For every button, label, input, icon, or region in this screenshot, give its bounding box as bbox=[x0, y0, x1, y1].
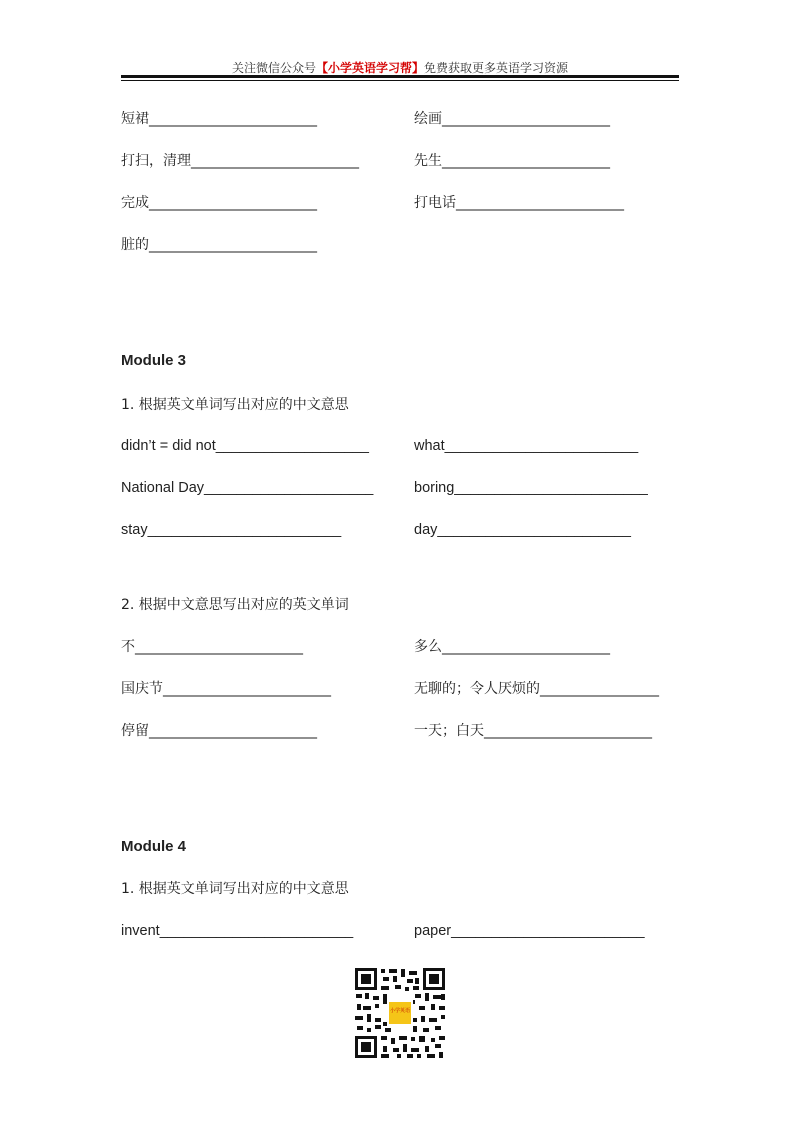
vocab-item: what________________________ bbox=[414, 438, 639, 454]
header-account-name: 【小学英语学习帮】 bbox=[315, 61, 424, 75]
vocab-item: 先生________________________ bbox=[414, 153, 610, 169]
vocab-item: invent________________________ bbox=[121, 923, 354, 939]
vocab-item: boring________________________ bbox=[414, 480, 648, 496]
header-prefix: 关注微信公众号 bbox=[231, 61, 316, 75]
vocab-item: 无聊的；令人厌烦的_________________ bbox=[414, 681, 659, 697]
vocab-item: 打扫，清理________________________ bbox=[121, 153, 359, 169]
vocab-item: day________________________ bbox=[414, 522, 631, 538]
vocab-item: stay________________________ bbox=[121, 522, 342, 538]
module-3-title: Module 3 bbox=[121, 352, 187, 369]
question-2-title: 2. 根据中文意思写出对应的英文单词 bbox=[121, 597, 349, 613]
vocab-item: 打电话________________________ bbox=[414, 195, 624, 211]
header-suffix: 免费获取更多英语学习资源 bbox=[424, 61, 569, 75]
vocab-item: 完成________________________ bbox=[121, 195, 317, 211]
header-rule-thin bbox=[121, 80, 679, 81]
page-header bbox=[0, 59, 800, 76]
qr-logo-text: 小学英语 bbox=[389, 1008, 411, 1014]
vocab-item: 不________________________ bbox=[121, 639, 303, 655]
vocab-item: 绘画________________________ bbox=[414, 111, 610, 127]
qr-code-image bbox=[353, 966, 447, 1060]
vocab-item: 脏的________________________ bbox=[121, 237, 317, 253]
vocab-item: 多么________________________ bbox=[414, 639, 610, 655]
question-1-title: 1. 根据英文单词写出对应的中文意思 bbox=[121, 881, 349, 897]
vocab-item: 一天；白天________________________ bbox=[414, 723, 652, 739]
header-rule-thick bbox=[121, 75, 679, 78]
question-1-title: 1. 根据英文单词写出对应的中文意思 bbox=[121, 397, 349, 413]
vocab-item: National Day_____________________ bbox=[121, 480, 374, 496]
vocab-item: didn’t = did not___________________ bbox=[121, 438, 369, 454]
vocab-item: 停留________________________ bbox=[121, 723, 317, 739]
vocab-item: 短裙________________________ bbox=[121, 111, 317, 127]
vocab-item: paper________________________ bbox=[414, 923, 645, 939]
module-4-title: Module 4 bbox=[121, 838, 187, 855]
vocab-item: 国庆节________________________ bbox=[121, 681, 331, 697]
